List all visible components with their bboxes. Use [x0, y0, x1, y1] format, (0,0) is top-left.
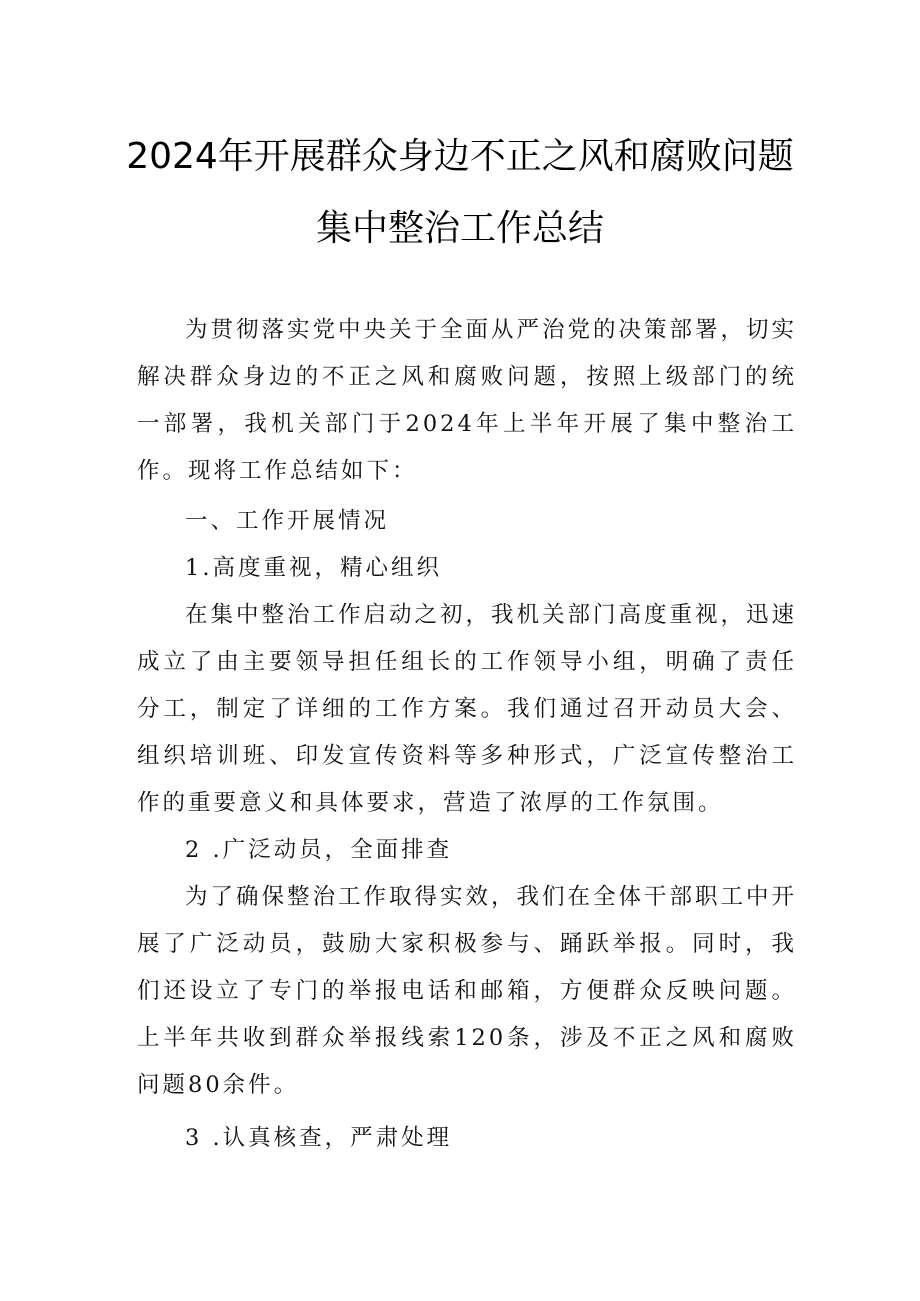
document-title-line-2: 集中整治工作总结 [315, 208, 604, 249]
document-title-line-1: 2024年开展群众身边不正之风和腐败问题 [126, 136, 794, 177]
item-heading-3: 3 .认真核查，严肃处理 [185, 1125, 453, 1151]
document-body [137, 307, 797, 1162]
section-heading-1: 一、工作开展情况 [185, 508, 390, 534]
item-heading-1: 1.高度重视，精心组织 [185, 555, 442, 581]
intro-paragraph: 为贯彻落实党中央关于全面从严治党的决策部署，切实解决群众身边的不正之风和腐败问题，按照上级部门的统一部署，我机关部门于2024年上半年开展了集中整治工作。现将工作总结如下： [137, 317, 798, 484]
item-paragraph-1: 在集中整治工作启动之初，我机关部门高度重视，迅速成立了由主要领导担任组长的工作领导小组，明确了责任分工，制定了详细的工作方案。我们通过召开动员大会、组织培训班、印发宣传资料等多种形式，广泛宣传整治工作的重要意义和具体要求，营造了浓厚的工作氛围。 [137, 602, 798, 816]
item-heading-2: 2 .广泛动员，全面排查 [185, 837, 453, 863]
item-paragraph-2: 为了确保整治工作取得实效，我们在全体干部职工中开展了广泛动员，鼓励大家积极参与、踊跃举报。同时，我们还设立了专门的举报电话和邮箱，方便群众反映问题。上半年共收到群众举报线索120条，涉及不正之风和腐败问题80余件。 [137, 884, 798, 1098]
